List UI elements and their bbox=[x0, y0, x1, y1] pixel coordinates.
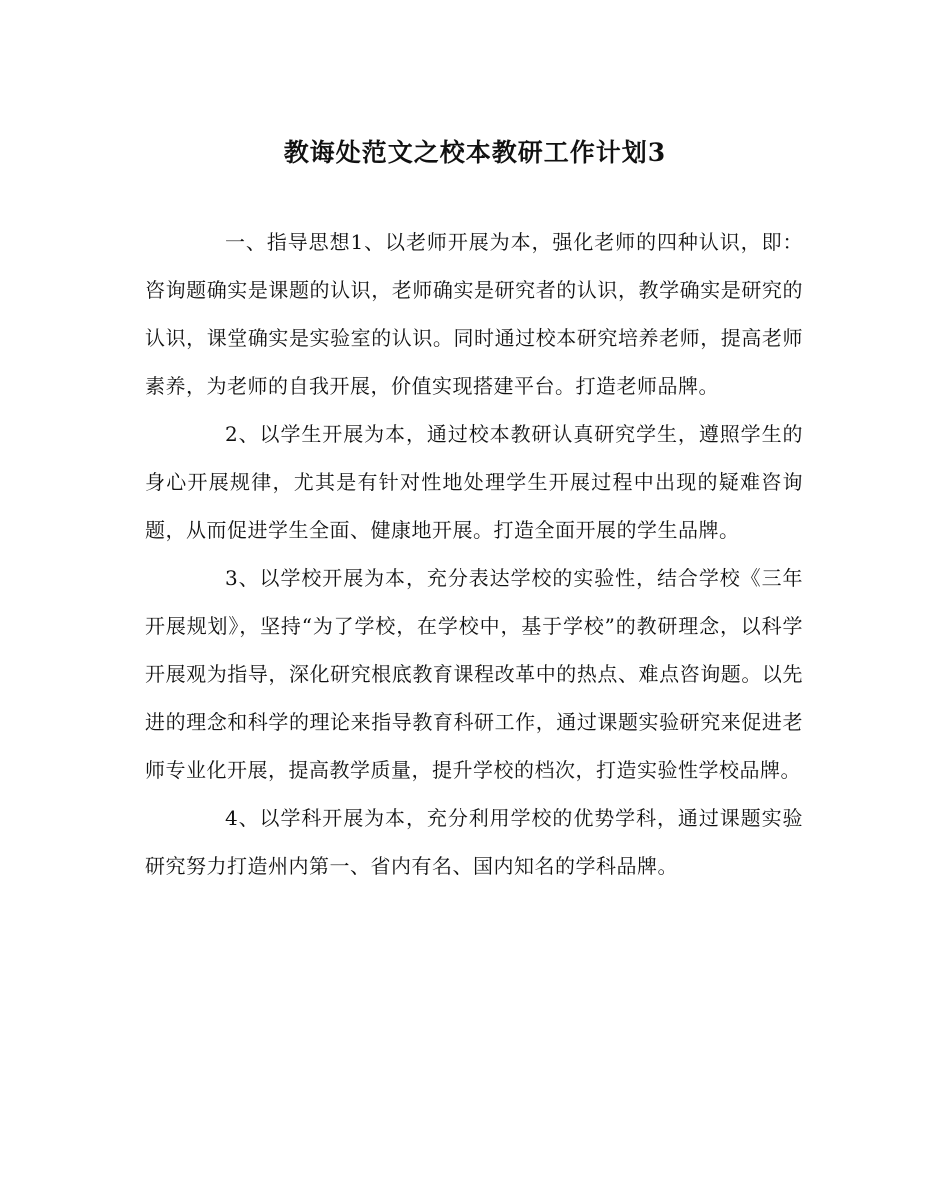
paragraph-student-development: 2、以学生开展为本，通过校本教研认真研究学生，遵照学生的身心开展规律，尤其是有针对性地处理学生开展过程中出现的疑难咨询题，从而促进学生全面、健康地开展。打造全面开展的学生品牌。 bbox=[145, 422, 803, 542]
paragraph-school-development: 3、以学校开展为本，充分表达学校的实验性，结合学校《三年开展规划》，坚持“为了学校，在学校中，基于学校”的教研理念，以科学开展观为指导，深化研究根底教育课程改革中的热点、难点咨询题。以先进的理念和科学的理论来指导教育科研工作，通过课题实验研究来促进老师专业化开展，提高教学质量，提升学校的档次，打造实验性学校品牌。 bbox=[145, 566, 803, 782]
document-title: 教诲处范文之校本教研工作计划3 bbox=[283, 138, 667, 167]
document-body bbox=[145, 218, 803, 890]
paragraph-guiding-ideology: 一、指导思想1、以老师开展为本，强化老师的四种认识，即：咨询题确实是课题的认识，老师确实是研究者的认识，教学确实是研究的认识，课堂确实是实验室的认识。同时通过校本研究培养老师，提高老师素养，为老师的自我开展，价值实现搭建平台。打造老师品牌。 bbox=[145, 230, 803, 398]
paragraph-subject-development: 4、以学科开展为本，充分利用学校的优势学科，通过课题实验研究努力打造州内第一、省内有名、国内知名的学科品牌。 bbox=[145, 806, 803, 878]
